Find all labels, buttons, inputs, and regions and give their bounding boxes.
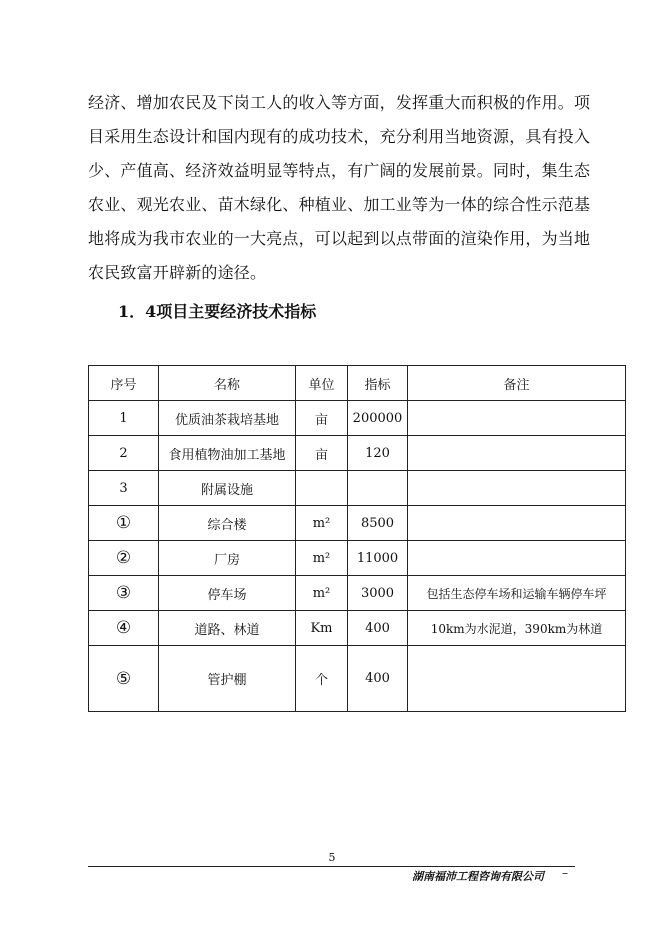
cell-seq: 1 <box>89 401 159 436</box>
cell-unit: m² <box>296 541 348 576</box>
header-unit: 单位 <box>296 366 348 401</box>
table-header-row <box>89 366 626 401</box>
cell-name: 停车场 <box>159 576 296 611</box>
company-name: 湖南福沛工程咨询有限公司 <box>412 870 544 883</box>
cell-value: 8500 <box>348 506 408 541</box>
paragraph-line: 农民致富开辟新的途径。 <box>88 263 267 282</box>
cell-unit: m² <box>296 506 348 541</box>
cell-value: 120 <box>348 436 408 471</box>
table-row <box>89 576 626 611</box>
cell-note: 10km为水泥道，390km为林道 <box>408 611 626 646</box>
body-paragraph <box>88 86 591 290</box>
cell-name: 附属设施 <box>159 471 296 506</box>
paragraph-line: 农业、观光农业、苗木绿化、种植业、加工业等为一体的综合性示范基 <box>88 195 591 214</box>
cell-unit: 亩 <box>296 436 348 471</box>
cell-seq: ② <box>89 541 159 576</box>
cell-value: 400 <box>348 611 408 646</box>
cell-seq: 2 <box>89 436 159 471</box>
table-row <box>89 646 626 712</box>
cell-note <box>408 471 626 506</box>
header-name: 名称 <box>159 366 296 401</box>
paragraph-line: 地将成为我市农业的一大亮点，可以起到以点带面的渲染作用，为当地 <box>88 229 591 248</box>
header-note: 备注 <box>408 366 626 401</box>
header-value: 指标 <box>348 366 408 401</box>
table-row <box>89 541 626 576</box>
cell-value <box>348 471 408 506</box>
header-seq: 序号 <box>89 366 159 401</box>
cell-unit: 亩 <box>296 401 348 436</box>
paragraph-line: 少、产值高、经济效益明显等特点，有广阔的发展前景。同时，集生态 <box>88 161 591 180</box>
cell-unit: Km <box>296 611 348 646</box>
cell-seq: 3 <box>89 471 159 506</box>
cell-value: 11000 <box>348 541 408 576</box>
footer-dash: – <box>562 866 568 880</box>
cell-seq: ③ <box>89 576 159 611</box>
cell-note <box>408 646 626 712</box>
table-row <box>89 436 626 471</box>
cell-value: 200000 <box>348 401 408 436</box>
table-row <box>89 401 626 436</box>
indicator-table <box>88 365 626 712</box>
cell-name: 食用植物油加工基地 <box>159 436 296 471</box>
cell-unit: m² <box>296 576 348 611</box>
cell-name: 管护棚 <box>159 646 296 712</box>
cell-name: 厂房 <box>159 541 296 576</box>
page-number: 5 <box>328 851 336 864</box>
cell-seq: ④ <box>89 611 159 646</box>
cell-name: 优质油茶栽培基地 <box>159 401 296 436</box>
table-row <box>89 471 626 506</box>
paragraph-line: 目采用生态设计和国内现有的成功技术，充分利用当地资源，具有投入 <box>88 127 591 146</box>
cell-seq: ⑤ <box>89 646 159 712</box>
cell-note: 包括生态停车场和运输车辆停车坪 <box>408 576 626 611</box>
paragraph-line: 经济、增加农民及下岗工人的收入等方面，发挥重大而积极的作用。项 <box>88 93 591 112</box>
cell-value: 400 <box>348 646 408 712</box>
cell-note <box>408 401 626 436</box>
section-heading: 1．4项目主要经济技术指标 <box>118 302 317 321</box>
cell-note <box>408 506 626 541</box>
table-row <box>89 611 626 646</box>
table-row <box>89 506 626 541</box>
cell-name: 道路、林道 <box>159 611 296 646</box>
cell-seq: ① <box>89 506 159 541</box>
cell-note <box>408 541 626 576</box>
cell-note <box>408 436 626 471</box>
cell-name: 综合楼 <box>159 506 296 541</box>
cell-value: 3000 <box>348 576 408 611</box>
cell-unit: 个 <box>296 646 348 712</box>
cell-unit <box>296 471 348 506</box>
footer-divider <box>88 866 575 867</box>
